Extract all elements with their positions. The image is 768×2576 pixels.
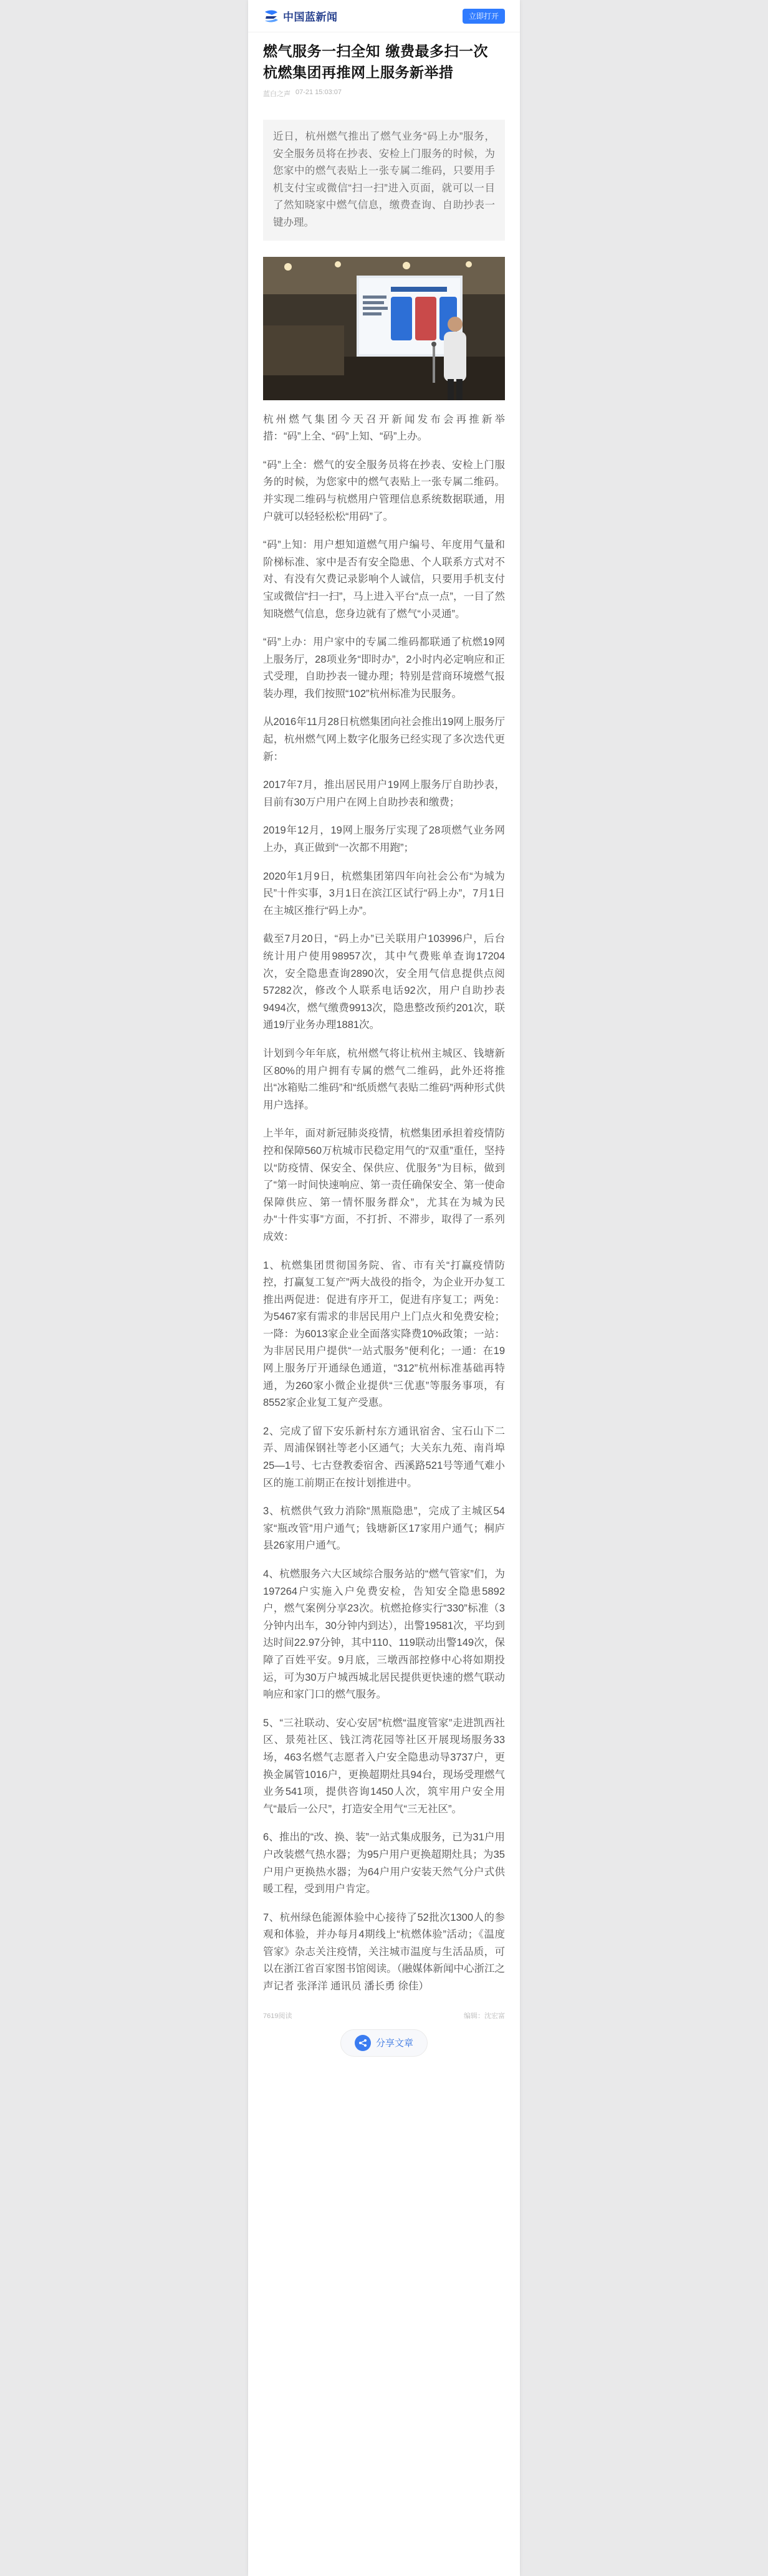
article-paragraph: “码”上知：用户想知道燃气用户编号、年度用气量和阶梯标准、家中是否有安全隐患、个人联系方式对不对、有没有欠费记录影响个人诚信，只要用手机支付宝或微信“扫一扫”，马上进入平台“点一点”，一目了然知晓燃气信息，您身边就有了燃气“小灵通”。	[263, 539, 505, 620]
article-paragraph: 杭州燃气集团今天召开新闻发布会再推新举措：“码”上全、“码”上知、“码”上办。	[263, 413, 505, 443]
editor-credit: 编辑：沈宏富	[464, 2012, 505, 2020]
read-count: 7619阅读	[263, 2012, 292, 2020]
article-paragraph: “码”上全：燃气的安全服务员将在抄表、安检上门服务的时候，为您家中的燃气表贴上一张专属二维码。并实现二维码与杭燃用户管理信息系统数据联通，用户就可以轻轻松松“用码”了。	[263, 459, 505, 522]
app-logo-icon	[263, 9, 279, 23]
article-paragraph: 3、杭燃供气致力消除“黑瓶隐患”，完成了主城区54家“瓶改管”用户通气；钱塘新区17家用户通气；桐庐县26家用户通气。	[263, 1506, 505, 1552]
article-paragraph: 计划到今年年底，杭州燃气将让杭州主城区、钱塘新区80%的用户拥有专属的燃气二维码，此外还将推出“冰箱贴二维码”和“纸质燃气表贴二维码”两种形式供用户选择。	[263, 1047, 505, 1111]
article-lead: 近日，杭州燃气推出了燃气业务“码上办”服务，安全服务员将在抄表、安检上门服务的时候，为您家中的燃气表贴上一张专属二维码，只要用手机支付宝或微信“扫一扫”进入页面，就可以一目了然知晓家中燃气信息，缴费查询、自助抄表一键办理。	[263, 120, 505, 241]
article-paragraph: 1、杭燃集团贯彻国务院、省、市有关“打赢疫情防控，打赢复工复产”两大战役的指令，为企业开办复工推出两促进：促进有序开工，促进有序复工；两免：为5467家有需求的非居民用户上门点火和免费安检；一降：为6013家企业全面落实降费10%政策；一站：为非居民用户提供“一站式服务”便利化；一通：在19网上服务厅开通绿色通道，“312”杭州标准基础再特通，为260家小微企业提供“三优惠”等服务事项，有8552家企业复工复产受惠。	[263, 1259, 505, 1409]
article-paragraph: 4、杭燃服务六大区域综合服务站的“燃气管家”们，为197264户实施入户免费安检，告知安全隐患5892户，燃气案例分享23次。杭燃抢修实行“330”标准（3分钟内出车，30分钟内到达），出警19581次，平均到达时间22.97分钟，其中110、119联动出警149次，保障了百姓平安。9月底，三墩西部控修中心将如期投运，可为30万户城西城北居民提供更快速的燃气联动响应和家门口的燃气服务。	[263, 1569, 505, 1701]
article-paragraph: 5、“三社联动、安心安居”杭燃“温度管家”走进凯西社区、景苑社区、钱江湾花园等社区开展现场服务33场，463名燃气志愿者入户安全隐患动导3737户，更换金属管1016户，更换超期灶具94台，现场受理燃气业务541项，提供咨询1450人次，筑牢用户安全用气“最后一公尺”，打造安全用气“三无社区”。	[263, 1717, 505, 1815]
share-article-button[interactable]	[340, 2029, 428, 2057]
share-article-label: 分享文章	[375, 2038, 413, 2049]
article-body	[248, 32, 520, 2057]
article-date: 07-21 15:03:07	[295, 89, 342, 96]
article-source[interactable]: 蓝白之声	[263, 90, 290, 98]
article-paragraph: 2019年12月，19网上服务厅实现了28项燃气业务网上办，真正做到“一次都不用跑”；	[263, 825, 505, 854]
article-paragraphs	[263, 411, 505, 1996]
top-bar	[248, 0, 520, 32]
article-footer	[263, 2011, 505, 2021]
article-page	[248, 0, 520, 2576]
share-icon	[355, 2035, 371, 2051]
article-paragraph: 2、完成了留下安乐新村东方通讯宿舍、宝石山下二弄、周浦保钢社等老小区通气；大关东九苑、南肖埠25—1号、七古登教委宿舍、西溪路521号等通气难小区的施工前期正在按计划推进中。	[263, 1425, 505, 1489]
share-area	[263, 2029, 505, 2057]
press-conference-photo	[263, 257, 505, 400]
article-paragraph: 截至7月20日，“码上办”已关联用户103996户，后台统计用户使用98957次，其中气费账单查询17204次，安全隐患查询2890次，安全用气信息提供点阅57282次，修改个人联系电话92次，用户自助抄表9494次，燃气缴费9913次，隐患整改预约201次，联通19厅业务办理1881次。	[263, 933, 505, 1031]
article-title: 燃气服务一扫全知 缴费最多扫一次 杭燃集团再推网上服务新举措	[263, 44, 489, 81]
app-logo[interactable]	[263, 8, 338, 24]
article-meta	[263, 89, 505, 99]
article-paragraph: 2020年1月9日，杭燃集团第四年向社会公布“为城为民”十件实事，3月1日在滨江区试行“码上办”，7月1日在主城区推行“码上办”。	[263, 870, 505, 916]
app-logo-text: 中国蓝新闻	[283, 11, 338, 24]
open-app-button[interactable]: 立即打开	[463, 9, 505, 24]
article-paragraph: 7、杭州绿色能源体验中心接待了52批次1300人的参观和体验，并办每月4期线上“杭燃体验”活动；《温度管家》杂志关注疫情，关注城市温度与生活品质，可以在浙江省百家图书馆阅读。（融媒体新闻中心浙江之声记者 张泽洋 通讯员 潘长勇 徐佳）	[263, 1911, 505, 1992]
article-hero-image[interactable]	[263, 257, 505, 400]
article-paragraph: 2017年7月，推出居民用户19网上服务厅自助抄表，目前有30万户用户在网上自助抄表和缴费；	[263, 779, 505, 808]
article-paragraph: 6、推出的“改、换、装”一站式集成服务，已为31户用户改装燃气热水器；为95户用户更换超期灶具；为35户用户更换热水器；为64户用户安装天然气分户式供暖工程，受到用户肯定。	[263, 1832, 505, 1895]
article-paragraph: 上半年，面对新冠肺炎疫情，杭燃集团承担着疫情防控和保障560万杭城市民稳定用气的“双重”重任，坚持以“防疫情、保安全、保供应、优服务”为目标，做到了“第一时间快速响应、第一责任确保安全、第一使命保障供应、第一情怀服务群众”，尤其在为城为民办“十件实事”方面，不打折、不滞步，取得了一系列成效：	[263, 1128, 505, 1242]
article-paragraph: 从2016年11月28日杭燃集团向社会推出19网上服务厅起，杭州燃气网上数字化服务已经实现了多次迭代更新：	[263, 716, 505, 762]
article-paragraph: “码”上办：用户家中的专属二维码都联通了杭燃19网上服务厅，28项业务“即时办”，2小时内必定响应和正式受理，自助抄表一键办理；特别是营商环境燃气报装办理，我们按照“102”杭州标准为民服务。	[263, 637, 505, 699]
